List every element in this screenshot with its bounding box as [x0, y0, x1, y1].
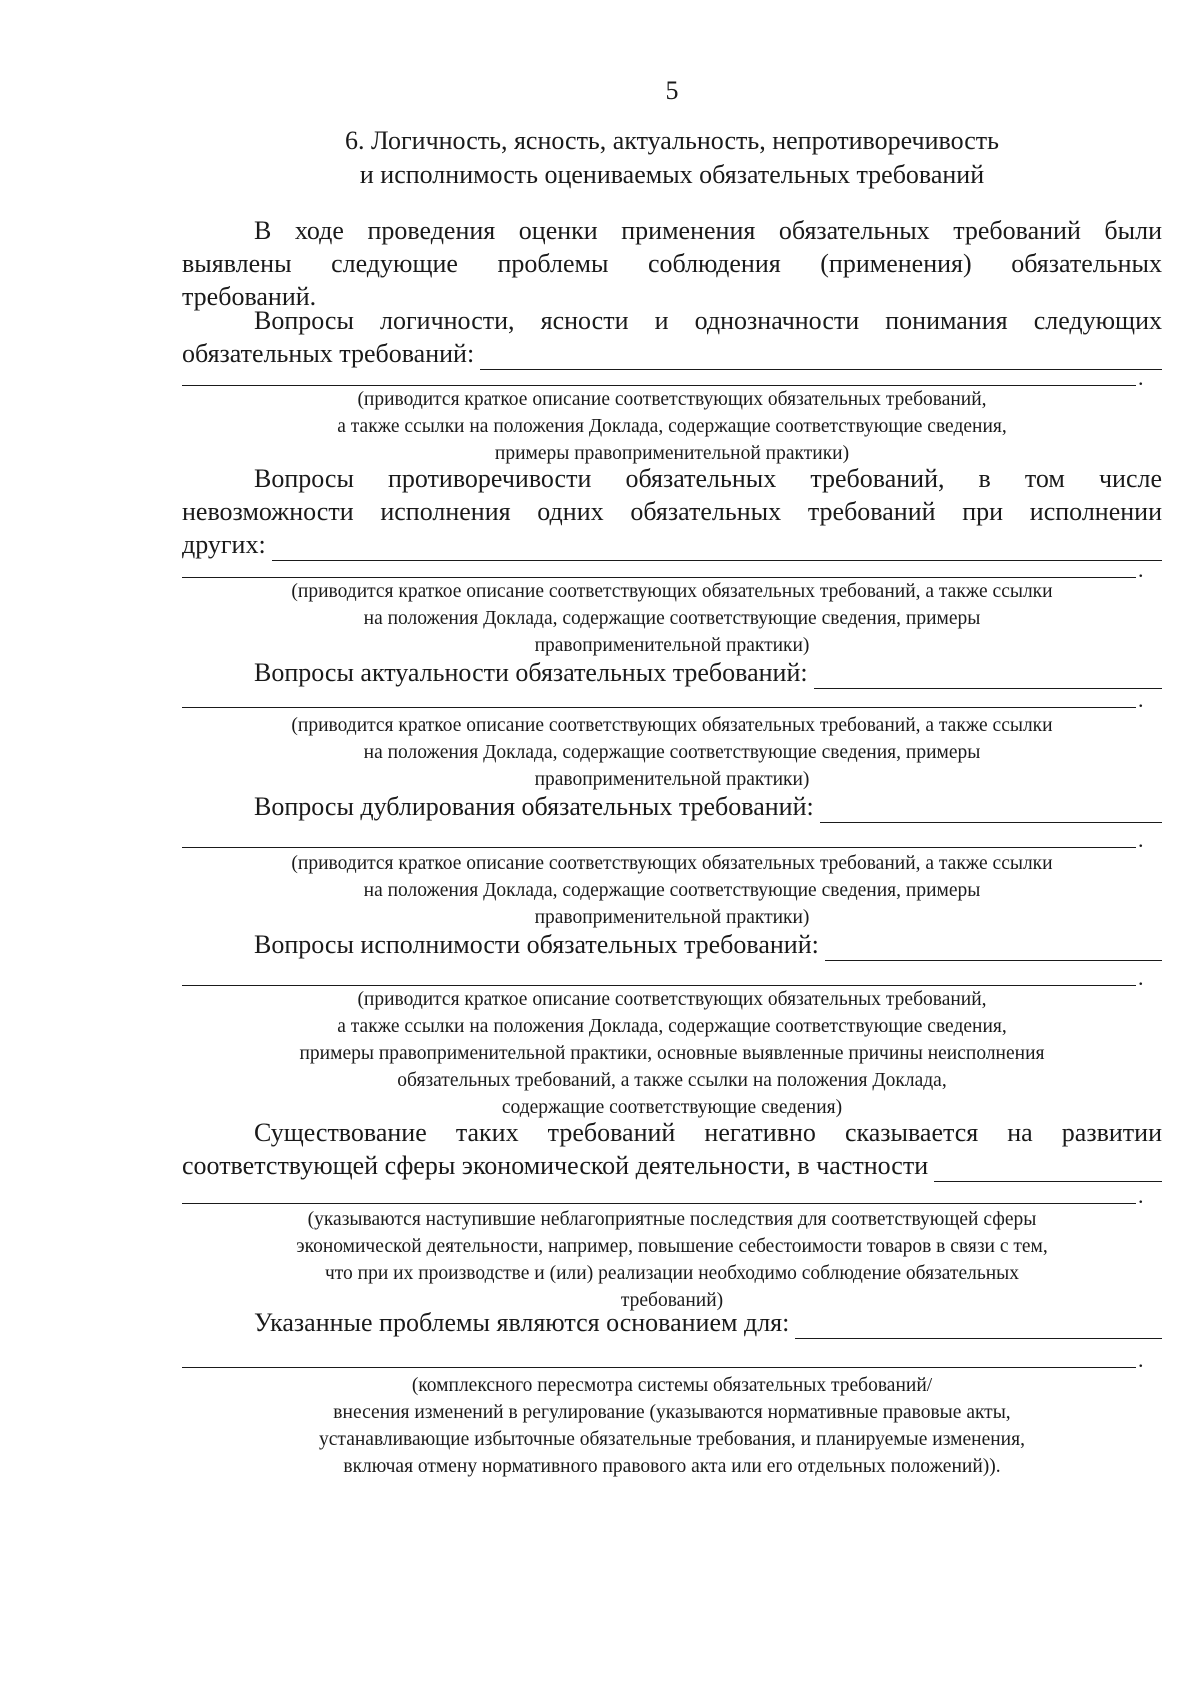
- q3-line-1: Вопросы актуальности обязательных требований:: [254, 658, 808, 687]
- q4-answer-field[interactable]: [820, 800, 1162, 823]
- q6-line-2: соответствующей сферы экономической деятельности, в частности: [182, 1151, 929, 1180]
- q3-note-line-3: правоприменительной практики): [534, 769, 810, 790]
- section-heading: [182, 124, 1162, 192]
- q7-answer-field[interactable]: [795, 1316, 1162, 1339]
- q5-paragraph: [182, 928, 1162, 961]
- q2-note: [182, 578, 1162, 659]
- q3-note-line-2: на положения Доклада, содержащие соответствующие сведения, примеры: [363, 742, 981, 763]
- q1-line-1: Вопросы логичности, ясности и однозначности понимания следующих: [254, 306, 1162, 335]
- intro-line-3: требований.: [182, 282, 317, 311]
- q6-answer-field[interactable]: [934, 1159, 1162, 1182]
- q4-note: [182, 850, 1162, 931]
- intro-line-1: В ходе проведения оценки применения обязательных требований были: [254, 216, 1162, 245]
- q4-end-dot: .: [1138, 827, 1144, 852]
- q3-note-line-1: (приводится краткое описание соответствующих обязательных требований, а также ссылки: [291, 715, 1053, 736]
- q2-end-dot: .: [1138, 557, 1144, 582]
- q6-note-line-4: требований): [620, 1290, 724, 1311]
- q1-note-line-1: (приводится краткое описание соответствующих обязательных требований,: [357, 389, 987, 410]
- q1-end-dot: .: [1138, 365, 1144, 390]
- q4-note-line-1: (приводится краткое описание соответствующих обязательных требований, а также ссылки: [291, 853, 1053, 874]
- q5-note-line-2: а также ссылки на положения Доклада, содержащие соответствующие сведения,: [337, 1016, 1007, 1037]
- q2-line-3: других:: [182, 530, 266, 559]
- q7-note: [182, 1372, 1162, 1480]
- q6-note-line-1: (указываются наступившие неблагоприятные последствия для соответствующей сферы: [307, 1209, 1037, 1230]
- q2-answer-field-cont[interactable]: [182, 555, 1136, 578]
- q7-note-line-2: внесения изменений в регулирование (указываются нормативные правовые акты,: [333, 1402, 1011, 1423]
- q5-note-line-5: содержащие соответствующие сведения): [501, 1097, 843, 1118]
- q1-answer-field-cont[interactable]: [182, 363, 1136, 386]
- q6-line-1: Существование таких требований негативно сказывается на развитии: [254, 1118, 1162, 1147]
- q6-note-line-3: что при их производстве и (или) реализации необходимо соблюдение обязательных: [324, 1263, 1020, 1284]
- q1-note: [182, 386, 1162, 467]
- q6-paragraph: [182, 1116, 1162, 1182]
- q1-paragraph: [182, 304, 1162, 370]
- q5-answer-field-cont[interactable]: [182, 963, 1136, 986]
- page-number: 5: [665, 76, 679, 105]
- q1-note-line-2: а также ссылки на положения Доклада, содержащие соответствующие сведения,: [337, 416, 1007, 437]
- q3-answer-field-cont[interactable]: [182, 685, 1136, 708]
- q5-line-1: Вопросы исполнимости обязательных требований:: [254, 930, 819, 959]
- q7-end-dot: .: [1138, 1347, 1144, 1372]
- q5-note: [182, 986, 1162, 1121]
- q7-note-line-4: включая отмену нормативного правового акта или его отдельных положений)).: [343, 1456, 1001, 1477]
- heading-line-1: 6. Логичность, ясность, актуальность, непротиворечивость: [345, 126, 999, 155]
- q7-paragraph: [182, 1306, 1162, 1339]
- q2-line-1: Вопросы противоречивости обязательных требований, в том числе: [254, 464, 1162, 493]
- q5-note-line-3: примеры правоприменительной практики, основные выявленные причины неисполнения: [299, 1043, 1045, 1064]
- intro-paragraph: [182, 214, 1162, 313]
- q4-line-1: Вопросы дублирования обязательных требований:: [254, 792, 814, 821]
- q4-note-line-3: правоприменительной практики): [534, 907, 810, 928]
- q5-answer-field[interactable]: [825, 938, 1162, 961]
- q5-note-line-1: (приводится краткое описание соответствующих обязательных требований,: [357, 989, 987, 1010]
- q6-note-line-2: экономической деятельности, например, повышение себестоимости товаров в связи с тем,: [296, 1236, 1048, 1257]
- q7-note-line-3: устанавливающие избыточные обязательные требования, и планируемые изменения,: [319, 1429, 1025, 1450]
- q6-end-dot: .: [1138, 1183, 1144, 1208]
- intro-line-2: выявлены следующие проблемы соблюдения (применения) обязательных: [182, 249, 1162, 278]
- heading-line-2: и исполнимость оцениваемых обязательных требований: [359, 160, 985, 189]
- q5-end-dot: .: [1138, 965, 1144, 990]
- q2-note-line-1: (приводится краткое описание соответствующих обязательных требований, а также ссылки: [291, 581, 1053, 602]
- q6-answer-field-cont[interactable]: [182, 1181, 1136, 1204]
- q7-line-1: Указанные проблемы являются основанием для:: [254, 1308, 790, 1337]
- q2-note-line-3: правоприменительной практики): [534, 635, 810, 656]
- q1-note-line-3: примеры правоприменительной практики): [494, 443, 850, 464]
- q2-paragraph: [182, 462, 1162, 561]
- q4-answer-field-cont[interactable]: [182, 825, 1136, 848]
- q1-line-2: обязательных требований:: [182, 339, 475, 368]
- q5-note-line-4: обязательных требований, а также ссылки на положения Доклада,: [397, 1070, 947, 1091]
- q4-note-line-2: на положения Доклада, содержащие соответствующие сведения, примеры: [363, 880, 981, 901]
- q2-line-2: невозможности исполнения одних обязательных требований при исполнении: [182, 497, 1162, 526]
- q2-note-line-2: на положения Доклада, содержащие соответствующие сведения, примеры: [363, 608, 981, 629]
- q6-note: [182, 1206, 1162, 1314]
- q3-end-dot: .: [1138, 687, 1144, 712]
- q3-note: [182, 712, 1162, 793]
- q7-note-line-1: (комплексного пересмотра системы обязательных требований/: [411, 1375, 933, 1396]
- q7-answer-field-cont[interactable]: [182, 1345, 1136, 1368]
- q4-paragraph: [182, 790, 1162, 823]
